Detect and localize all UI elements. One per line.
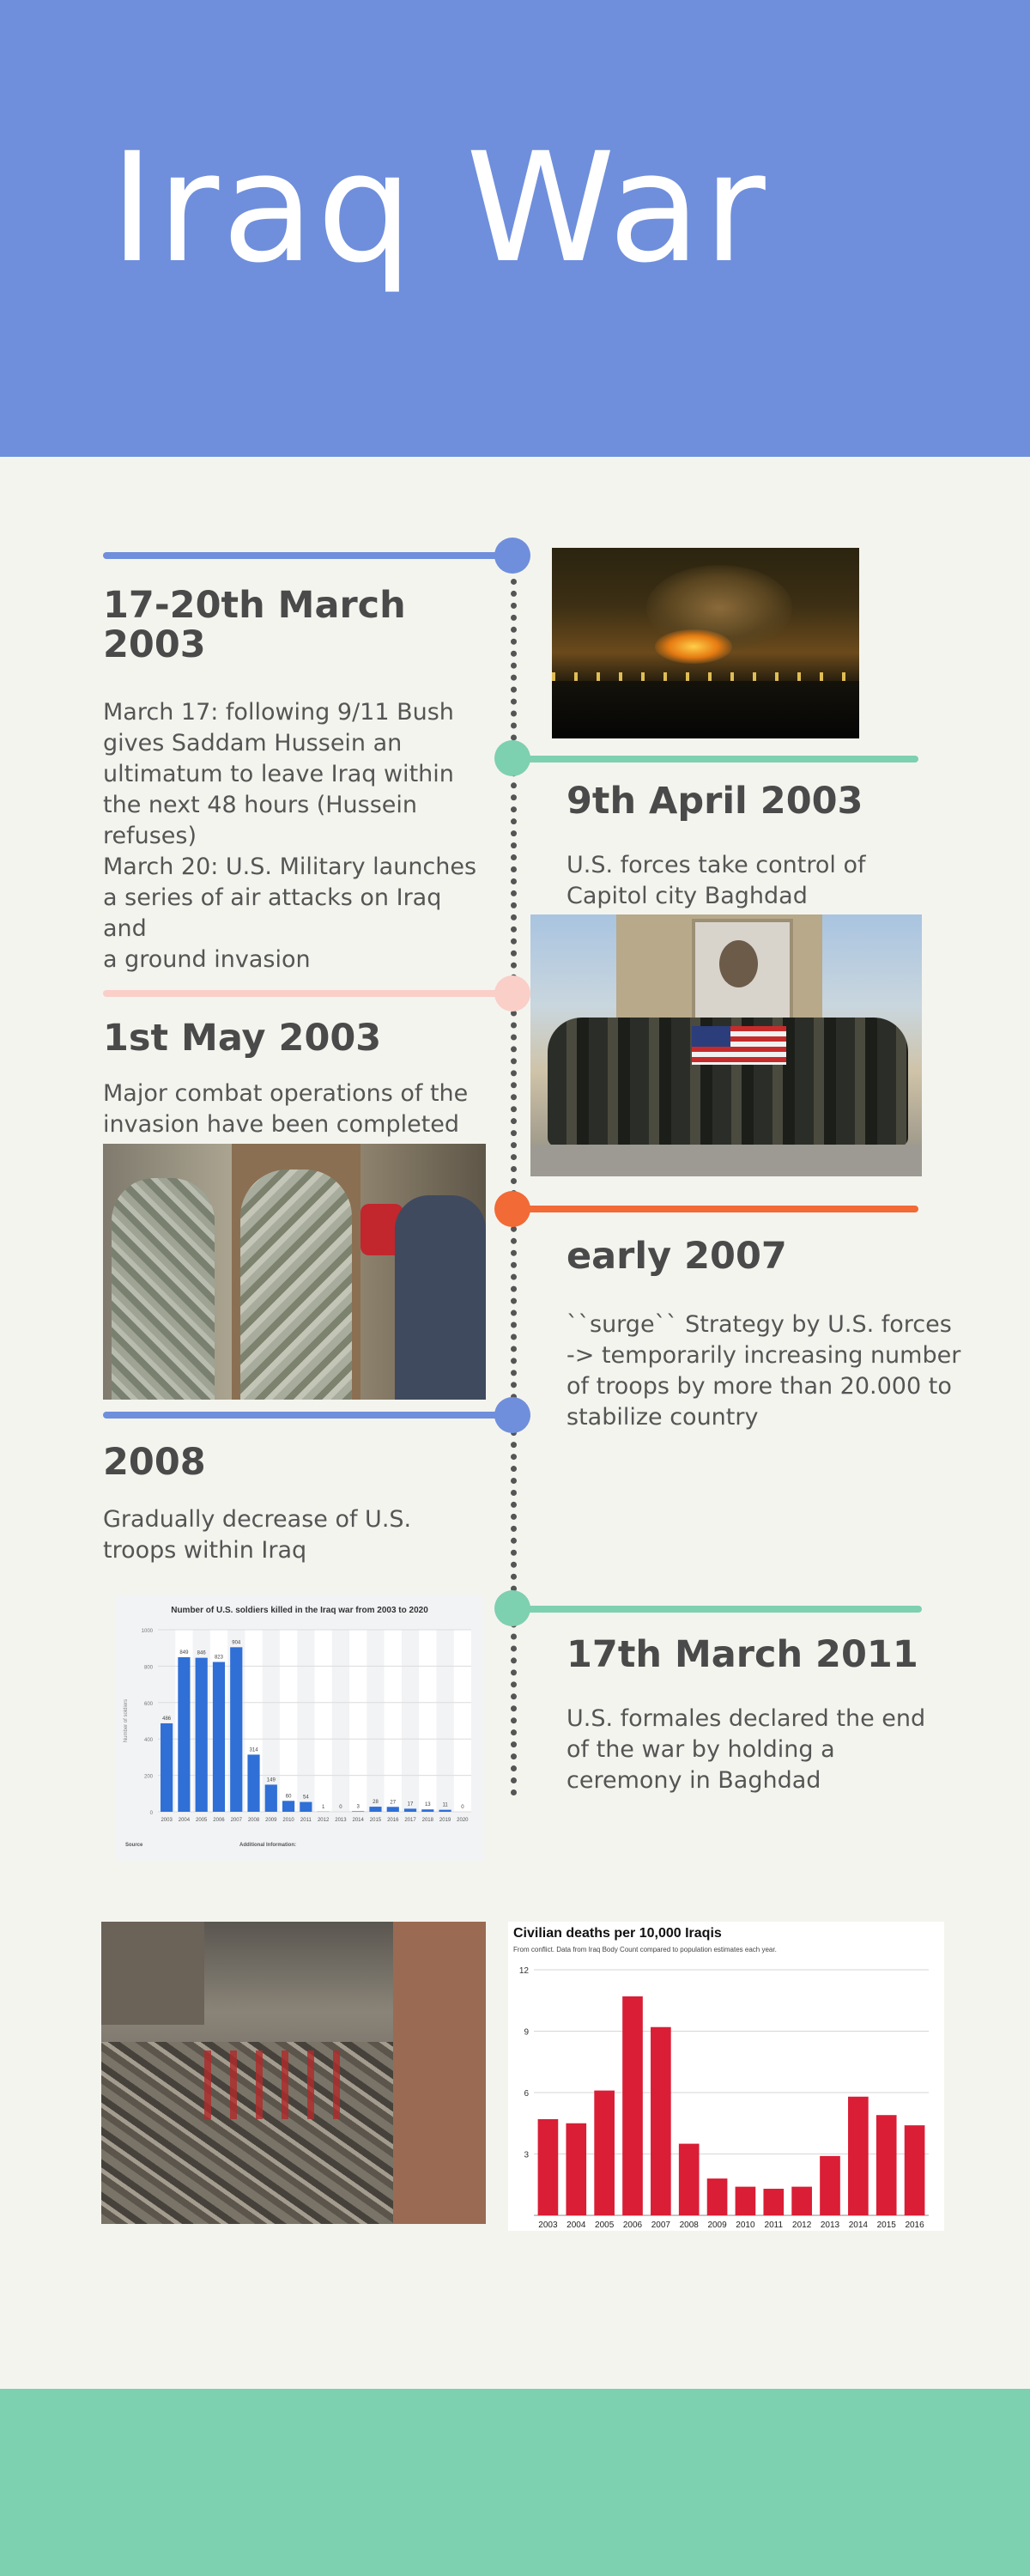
- chart1-ytick: 800: [143, 1665, 153, 1671]
- timeline-connector-5: [103, 1412, 506, 1419]
- chart1-bar: [369, 1807, 381, 1812]
- chart1-ytick: 400: [143, 1738, 153, 1744]
- footer-band: [0, 2389, 1030, 2576]
- chart1-xtick: 2010: [282, 1818, 294, 1823]
- timeline-dot-6: [494, 1590, 530, 1626]
- event-title-4: early 2007: [566, 1235, 787, 1278]
- baghdad-bombing-photo: [552, 548, 859, 738]
- chart2-bar: [905, 2125, 925, 2215]
- chart1-bar: [282, 1801, 294, 1812]
- chart1-xtick: 2008: [247, 1818, 260, 1823]
- chart1-data-label: 846: [197, 1650, 206, 1656]
- chart1-data-label: 28: [373, 1800, 379, 1806]
- chart2-ytick: 6: [524, 2089, 529, 2099]
- chart1-bar: [421, 1809, 433, 1812]
- chart2-bar: [594, 2091, 615, 2215]
- page-title: Iraq War: [110, 120, 768, 296]
- chart1-data-label: 1: [321, 1804, 325, 1810]
- event-title-1: 17-20th March 2003: [103, 584, 406, 666]
- chart2-xtick: 2010: [736, 2221, 755, 2230]
- event-description-4: ``surge`` Strategy by U.S. forces -> temporarily increasing number of troops by more than 20.000 to stabilize country: [566, 1311, 961, 1431]
- chart1-title: Number of U.S. soldiers killed in the Iraq war from 2003 to 2020: [171, 1606, 428, 1615]
- chart1-data-label: 17: [407, 1801, 414, 1807]
- soldiers-child-photo: [103, 1144, 486, 1400]
- chart2-xtick: 2007: [651, 2221, 670, 2230]
- chart2-xtick: 2009: [707, 2221, 727, 2230]
- timeline-connector-1: [103, 552, 506, 559]
- chart1-source-label: Source: [125, 1843, 143, 1848]
- chart2-xtick: 2005: [595, 2221, 615, 2230]
- chart1-xtick: 2017: [404, 1818, 416, 1823]
- chart1-xtick: 2007: [230, 1818, 242, 1823]
- chart2-ytick: 3: [524, 2150, 529, 2160]
- chart1-bar: [213, 1662, 225, 1812]
- chart1-ytick: 600: [143, 1701, 153, 1707]
- chart2-bar: [538, 2119, 559, 2215]
- chart1-band: [454, 1630, 471, 1812]
- chart2-bar: [622, 1996, 643, 2215]
- chart2-bar: [707, 2178, 728, 2215]
- chart2-bar: [791, 2187, 812, 2215]
- event-title-3: 1st May 2003: [103, 1017, 382, 1060]
- chart1-bar: [161, 1723, 173, 1812]
- chart1-data-label: 314: [249, 1747, 258, 1753]
- timeline-dot-2: [494, 740, 530, 776]
- chart1-xtick: 2004: [178, 1818, 191, 1823]
- chart1-data-label: 149: [266, 1777, 276, 1783]
- chart1-bar: [196, 1658, 208, 1812]
- chart2-bar: [848, 2097, 869, 2215]
- chart1-xtick: 2019: [439, 1818, 451, 1823]
- event-description-3: Major combat operations of the invasion have been completed: [103, 1080, 469, 1138]
- chart1-ylabel: Number of soldiers: [124, 1698, 129, 1743]
- event-description-2: U.S. forces take control of Capitol city Baghdad: [566, 852, 866, 909]
- chart1-band: [280, 1630, 297, 1812]
- chart1-bar: [404, 1808, 416, 1812]
- chart2-bar: [679, 2144, 700, 2215]
- chart1-additional-info: Additional Information:: [239, 1843, 296, 1848]
- chart1-band: [385, 1630, 402, 1812]
- chart1-data-label: 3: [356, 1804, 360, 1810]
- chart2-bar: [876, 2115, 897, 2215]
- timeline-connector-3: [103, 990, 506, 997]
- chart1-xtick: 2013: [335, 1818, 347, 1823]
- chart1-data-label: 823: [214, 1655, 223, 1661]
- chart1-band: [349, 1630, 367, 1812]
- chart1-xtick: 2003: [161, 1818, 173, 1823]
- event-description-1: March 17: following 9/11 Bush gives Saddam Hussein an ultimatum to leave Iraq within the next 48 hours (Hussein refuses) March 20: U.S. Military launches a series of air attacks on Iraq and a ground invasion: [103, 699, 477, 973]
- chart2-bar: [566, 2123, 586, 2215]
- event-title-2: 9th April 2003: [566, 780, 863, 823]
- chart1-data-label: 904: [232, 1640, 241, 1646]
- chart2-xtick: 2011: [764, 2221, 784, 2230]
- chart2-ytick: 12: [518, 1966, 529, 1976]
- timeline-connector-2: [513, 756, 918, 762]
- chart1-data-label: 0: [339, 1805, 342, 1810]
- chart1-xtick: 2015: [369, 1818, 382, 1823]
- chart2-xtick: 2015: [876, 2221, 896, 2230]
- chart1-bar: [439, 1810, 451, 1812]
- chart1-data-label: 60: [285, 1794, 292, 1800]
- event-title-5: 2008: [103, 1441, 206, 1484]
- chart2-bar: [736, 2187, 756, 2215]
- chart2-xtick: 2013: [820, 2221, 840, 2230]
- chart1-band: [315, 1630, 332, 1812]
- civilian-deaths-chart: [508, 1922, 944, 2231]
- event-title-6: 17th March 2011: [566, 1633, 918, 1676]
- chart2-bar: [763, 2189, 784, 2215]
- chart1-data-label: 0: [461, 1805, 464, 1810]
- chart2-xtick: 2003: [538, 2221, 558, 2230]
- chart1-xtick: 2011: [300, 1818, 312, 1823]
- chart1-data-label: 13: [424, 1802, 431, 1808]
- timeline-dot-5: [494, 1397, 530, 1433]
- timeline-dot-3: [494, 975, 530, 1012]
- chart2-subtitle: From conflict. Data from Iraq Body Count compared to population estimates each year.: [513, 1946, 777, 1953]
- chart2-xtick: 2006: [622, 2221, 643, 2230]
- chart2-xtick: 2004: [566, 2221, 586, 2230]
- event-description-6: U.S. formales declared the end of the war by holding a ceremony in Baghdad: [566, 1705, 926, 1794]
- chart1-data-label: 54: [303, 1795, 309, 1801]
- chart1-xtick: 2020: [457, 1818, 469, 1823]
- chart1-bar: [352, 1811, 364, 1812]
- chart1-xtick: 2012: [317, 1818, 330, 1823]
- chart1-xtick: 2018: [421, 1818, 433, 1823]
- chart1-bar: [387, 1807, 399, 1812]
- chart1-ytick: 0: [149, 1811, 153, 1816]
- chart2-xtick: 2012: [792, 2221, 812, 2230]
- timeline-connector-6: [513, 1606, 922, 1613]
- chart2-xtick: 2014: [848, 2221, 868, 2230]
- soldiers-flag-photo: [530, 914, 922, 1176]
- chart1-bar: [230, 1647, 242, 1812]
- timeline-dot-4: [494, 1191, 530, 1227]
- chart1-bar: [265, 1784, 277, 1812]
- chart2-xtick: 2008: [679, 2221, 699, 2230]
- chart1-bar: [300, 1802, 312, 1812]
- soldiers-killed-chart: [115, 1595, 484, 1862]
- chart1-xtick: 2016: [387, 1818, 399, 1823]
- chart2-bar: [651, 2027, 671, 2215]
- chart2-title: Civilian deaths per 10,000 Iraqis: [513, 1926, 722, 1941]
- event-description-5: Gradually decrease of U.S. troops within Iraq: [103, 1506, 412, 1564]
- chart1-xtick: 2014: [352, 1818, 364, 1823]
- chart1-ytick: 1000: [141, 1629, 153, 1634]
- chart1-data-label: 11: [442, 1802, 448, 1808]
- chart1-bar: [178, 1657, 190, 1812]
- timeline-connector-4: [513, 1206, 918, 1212]
- chart1-xtick: 2006: [213, 1818, 225, 1823]
- chart1-data-label: 27: [390, 1800, 397, 1806]
- chart1-ytick: 200: [143, 1774, 153, 1780]
- chart2-xtick: 2016: [905, 2221, 924, 2230]
- chart1-data-label: 486: [162, 1716, 172, 1722]
- header-banner: [0, 0, 1030, 457]
- chart1-data-label: 849: [179, 1650, 189, 1656]
- rubble-rescue-photo: [101, 1922, 486, 2224]
- chart2-ytick: 9: [524, 2027, 529, 2038]
- chart1-band: [419, 1630, 436, 1812]
- chart1-bar: [247, 1754, 259, 1812]
- chart1-xtick: 2005: [196, 1818, 208, 1823]
- chart1-xtick: 2009: [265, 1818, 277, 1823]
- timeline-dot-1: [494, 538, 530, 574]
- chart2-bar: [820, 2156, 840, 2215]
